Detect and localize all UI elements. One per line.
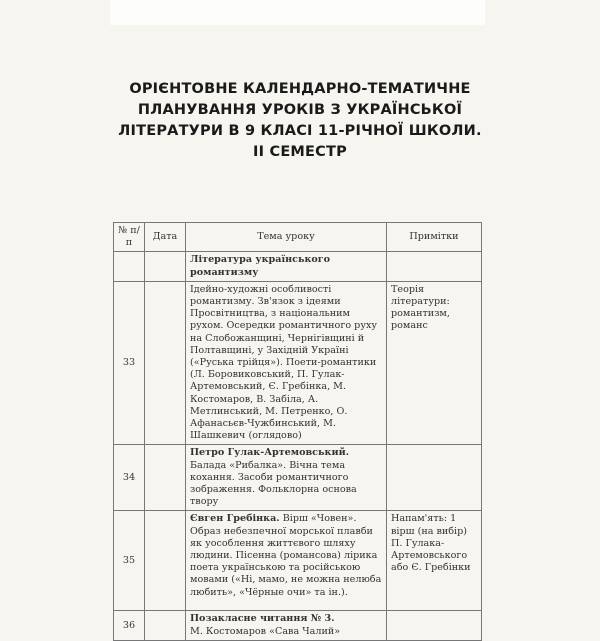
row-notes [387,611,482,640]
row-date [145,281,186,445]
row-topic: Позакласне читання № 3. М. Костомаров «Сава Чалий» [186,611,387,640]
row-notes [387,445,482,511]
header-date: Дата [145,223,186,252]
page-title [60,79,540,163]
table-row [114,445,482,511]
section-row [114,252,482,281]
section-title: Література українського романтизму [186,252,387,281]
table-row [114,611,482,640]
row-topic: Ідейно-художні особливості романтизму. Зв'язок з ідеями Просвітництва, з національним рухом. Осередки романтичного руху на Слобожанщині, Чернігівщині й Полтавщині, у Західній Україні («Руська трійця»). Поети-романтики (Л. Боровиковський, П. Гулак-Артемовський, Є. Гребінка, М. Костомаров, В. Забіла, А. Метлинський, М. Петренко, О. Афанасьєв-Чужбинський, М. Шашкевич (оглядово) [186,281,387,445]
lesson-plan-table [113,222,482,641]
header-topic: Тема уроку [186,223,387,252]
table-row [114,281,482,445]
title-line: ЛІТЕРАТУРИ В 9 КЛАСІ 11-РІЧНОЇ ШКОЛИ. [118,123,482,139]
row-notes: Напам'ять: 1 вірш (на вибір) П. Гулака-Артемовського або Є. Гребінки [387,511,482,611]
title-line: ПЛАНУВАННЯ УРОКІВ З УКРАЇНСЬКОЇ [137,102,463,118]
row-number: 34 [114,445,145,511]
header-number: № п/п [114,223,145,252]
row-notes: Теорія літератури: романтизм, романс [387,281,482,445]
title-line: ІІ СЕМЕСТР [253,144,347,160]
table-row [114,511,482,611]
top-white-strip [110,0,485,25]
header-notes: Примітки [387,223,482,252]
row-number: 33 [114,281,145,445]
row-number: 36 [114,611,145,640]
row-topic: Євген Гребінка. Вірш «Човен». Образ небезпечної морської плавби як уособлення життєвого шляху людини. Пісенна (романсова) лірика поета українською та російською мовами («Ні, мамо, не можна нелюба любить», «Чёрные очи» та ін.). [186,511,387,611]
row-topic: Петро Гулак-Артемовський. Балада «Рибалка». Вічна тема кохання. Засоби романтичного зображення. Фольклорна основа твору [186,445,387,511]
table-header-row [114,223,482,252]
row-date [145,611,186,640]
row-date [145,445,186,511]
title-line: ОРІЄНТОВНЕ КАЛЕНДАРНО-ТЕМАТИЧНЕ [129,81,471,97]
row-date [145,511,186,611]
row-number: 35 [114,511,145,611]
